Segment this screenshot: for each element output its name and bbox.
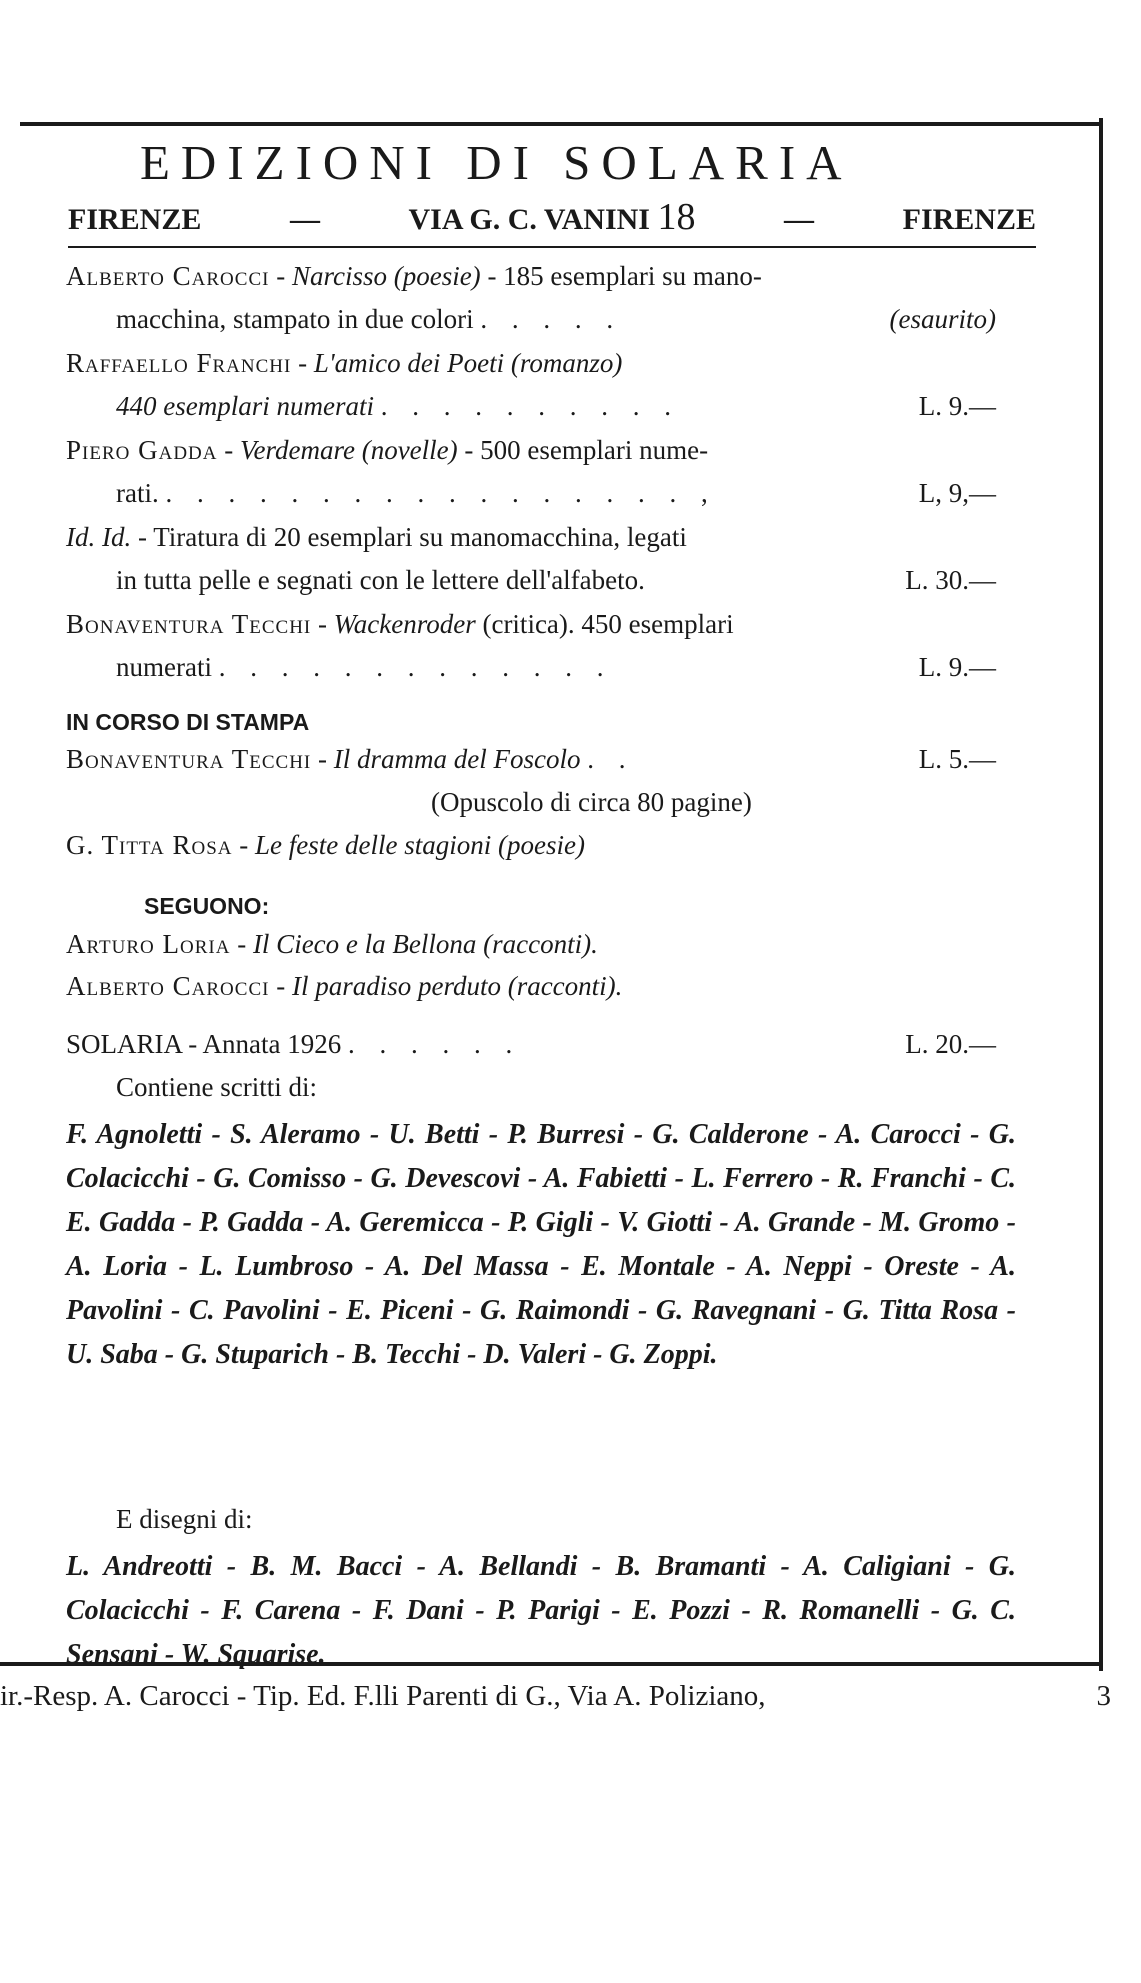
entry-author: G. Titta Rosa	[66, 830, 233, 860]
entry-price: L. 9.—	[918, 391, 996, 421]
entry-title: Narcisso	[291, 261, 387, 291]
magazine-line: SOLARIA - Annata 1926 . . . . . . L. 20.—	[66, 1026, 1016, 1062]
entry-title: Il paradiso perduto	[291, 971, 501, 1001]
street-number: 18	[657, 196, 696, 238]
entry-genre: (poesie)	[497, 830, 585, 860]
catalog-entry-line: Bonaventura Tecchi - Il dramma del Foscolo . . L. 5.—	[66, 741, 1016, 777]
catalog-entry-line: G. Titta Rosa - Le feste delle stagioni (poesie)	[66, 830, 585, 860]
magazine-year: - Annata 1926	[181, 1029, 342, 1059]
entry-genre: (novelle)	[361, 435, 458, 465]
right-border-rule	[1099, 118, 1103, 1671]
header-divider	[68, 246, 1036, 248]
catalog-entry-line: Arturo Loria - Il Cieco e la Bellona (racconti).	[66, 929, 598, 959]
top-border-rule	[20, 122, 1102, 126]
catalog-entry-line: macchina, stampato in due colori . . . . . (esaurito)	[116, 301, 1016, 337]
entry-genre: (racconti).	[483, 929, 598, 959]
entry-author: Bonaventura Tecchi	[66, 609, 312, 639]
catalog-entry-line: Bonaventura Tecchi - Wackenroder (critica). 450 esemplari	[66, 609, 734, 639]
entry-genre: (poesie)	[393, 261, 481, 291]
entry-title: Il Cieco e la Bellona	[252, 929, 477, 959]
entry-genre: (romanzo)	[510, 348, 623, 378]
entry-desc: - 185 esemplari su mano-	[480, 261, 762, 291]
magazine-name: SOLARIA	[66, 1029, 182, 1059]
entry-genre: (critica).	[482, 609, 575, 639]
city-left: FIRENZE	[68, 203, 202, 236]
drawings-label: E disegni di:	[116, 1504, 253, 1534]
magazine-price: L. 20.—	[905, 1029, 996, 1059]
catalog-entry-line: Alberto Carocci - Narcisso (poesie) - 185 esemplari su mano-	[66, 261, 762, 291]
catalog-entry-line: Alberto Carocci - Il paradiso perduto (racconti).	[66, 971, 623, 1001]
entry-desc: - Tiratura di 20 esemplari su manomacchina, legati	[131, 522, 687, 552]
street-address: VIA G. C. VANINI 18	[408, 196, 696, 238]
catalog-entry-line: Piero Gadda - Verdemare (novelle) - 500 esemplari nume-	[66, 435, 709, 465]
entry-genre: (racconti).	[507, 971, 623, 1001]
dash-left: —	[289, 203, 320, 236]
entry-author: Arturo Loria	[66, 929, 231, 959]
entry-title: Wackenroder	[333, 609, 476, 639]
entry-author: Alberto Carocci	[66, 261, 270, 291]
entry-desc: 450 esemplari	[574, 609, 734, 639]
entry-note: (Opuscolo di circa 80 pagine)	[431, 787, 752, 817]
following-heading: SEGUONO:	[144, 893, 270, 919]
in-press-heading: IN CORSO DI STAMPA	[66, 709, 310, 735]
catalog-entry-line: numerati . . . . . . . . . . . . . L. 9.—	[116, 649, 1016, 685]
entry-desc: - 500 esemplari nume-	[457, 435, 709, 465]
entry-status: (esaurito)	[889, 304, 996, 334]
imprint-number: 3	[1096, 1680, 1111, 1712]
entry-price: L. 5.—	[918, 744, 996, 774]
entry-title: L'amico dei Poeti	[313, 348, 505, 378]
entry-price: L. 30.—	[905, 565, 996, 595]
catalog-entry-line: in tutta pelle e segnati con le lettere dell'alfabeto. L. 30.—	[116, 562, 1016, 598]
entry-author: Alberto Carocci	[66, 971, 270, 1001]
artists-list: L. Andreotti - B. M. Bacci - A. Bellandi - B. Bramanti - A. Caligiani - G. Colacicchi - F. Carena - F. Dani - P. Parigi - E. Pozzi - R. Romanelli - G. C. Sensani - W. Squarise.	[66, 1551, 1016, 1670]
catalog-entry-line: 440 esemplari numerati . . . . . . . . . . L. 9.—	[116, 388, 1016, 424]
printer-imprint	[0, 1680, 1141, 1713]
catalog-entry-line	[66, 519, 1016, 555]
imprint-text: ir.-Resp. A. Carocci - Tip. Ed. F.lli Parenti di G., Via A. Poliziano,	[0, 1680, 766, 1712]
publisher-title: EDIZIONI DI SOLARIA	[140, 135, 853, 190]
entry-title: Le feste delle stagioni	[255, 830, 492, 860]
catalog-entry-line: Raffaello Franchi - L'amico dei Poeti (romanzo)	[66, 348, 623, 378]
writers-list: F. Agnoletti - S. Aleramo - U. Betti - P. Burresi - G. Calderone - A. Carocci - G. Colacicchi - G. Comisso - G. Devescovi - A. Fabietti - L. Ferrero - R. Franchi - C. E. Gadda - P. Gadda - A. Geremicca - P. Gigli - V. Giotti - A. Grande - M. Gromo - A. Loria - L. Lumbroso - A. Del Massa - E. Montale - A. Neppi - Oreste - A. Pavolini - C. Pavolini - E. Piceni - G. Raimondi - G. Ravegnani - G. Titta Rosa - U. Saba - G. Stuparich - B. Tecchi - D. Valeri - G. Zoppi.	[66, 1119, 1016, 1370]
entry-author: Raffaello Franchi	[66, 348, 292, 378]
entry-author: Id. Id.	[66, 522, 132, 552]
entry-price: L. 9.—	[918, 652, 996, 682]
catalog-entry-line: rati. . . . . . . . . . . . . . . . . . , L, 9,—	[116, 475, 1016, 511]
entry-author: Bonaventura Tecchi	[66, 744, 312, 774]
city-right: FIRENZE	[902, 203, 1036, 236]
contributors-label: Contiene scritti di:	[116, 1072, 317, 1102]
entry-title: Il dramma del Foscolo	[333, 744, 581, 774]
dash-right: —	[784, 203, 815, 236]
entry-author: Piero Gadda	[66, 435, 218, 465]
entry-title: Verdemare	[239, 435, 355, 465]
entry-price: L, 9,—	[918, 478, 996, 508]
publisher-address	[68, 195, 1036, 239]
